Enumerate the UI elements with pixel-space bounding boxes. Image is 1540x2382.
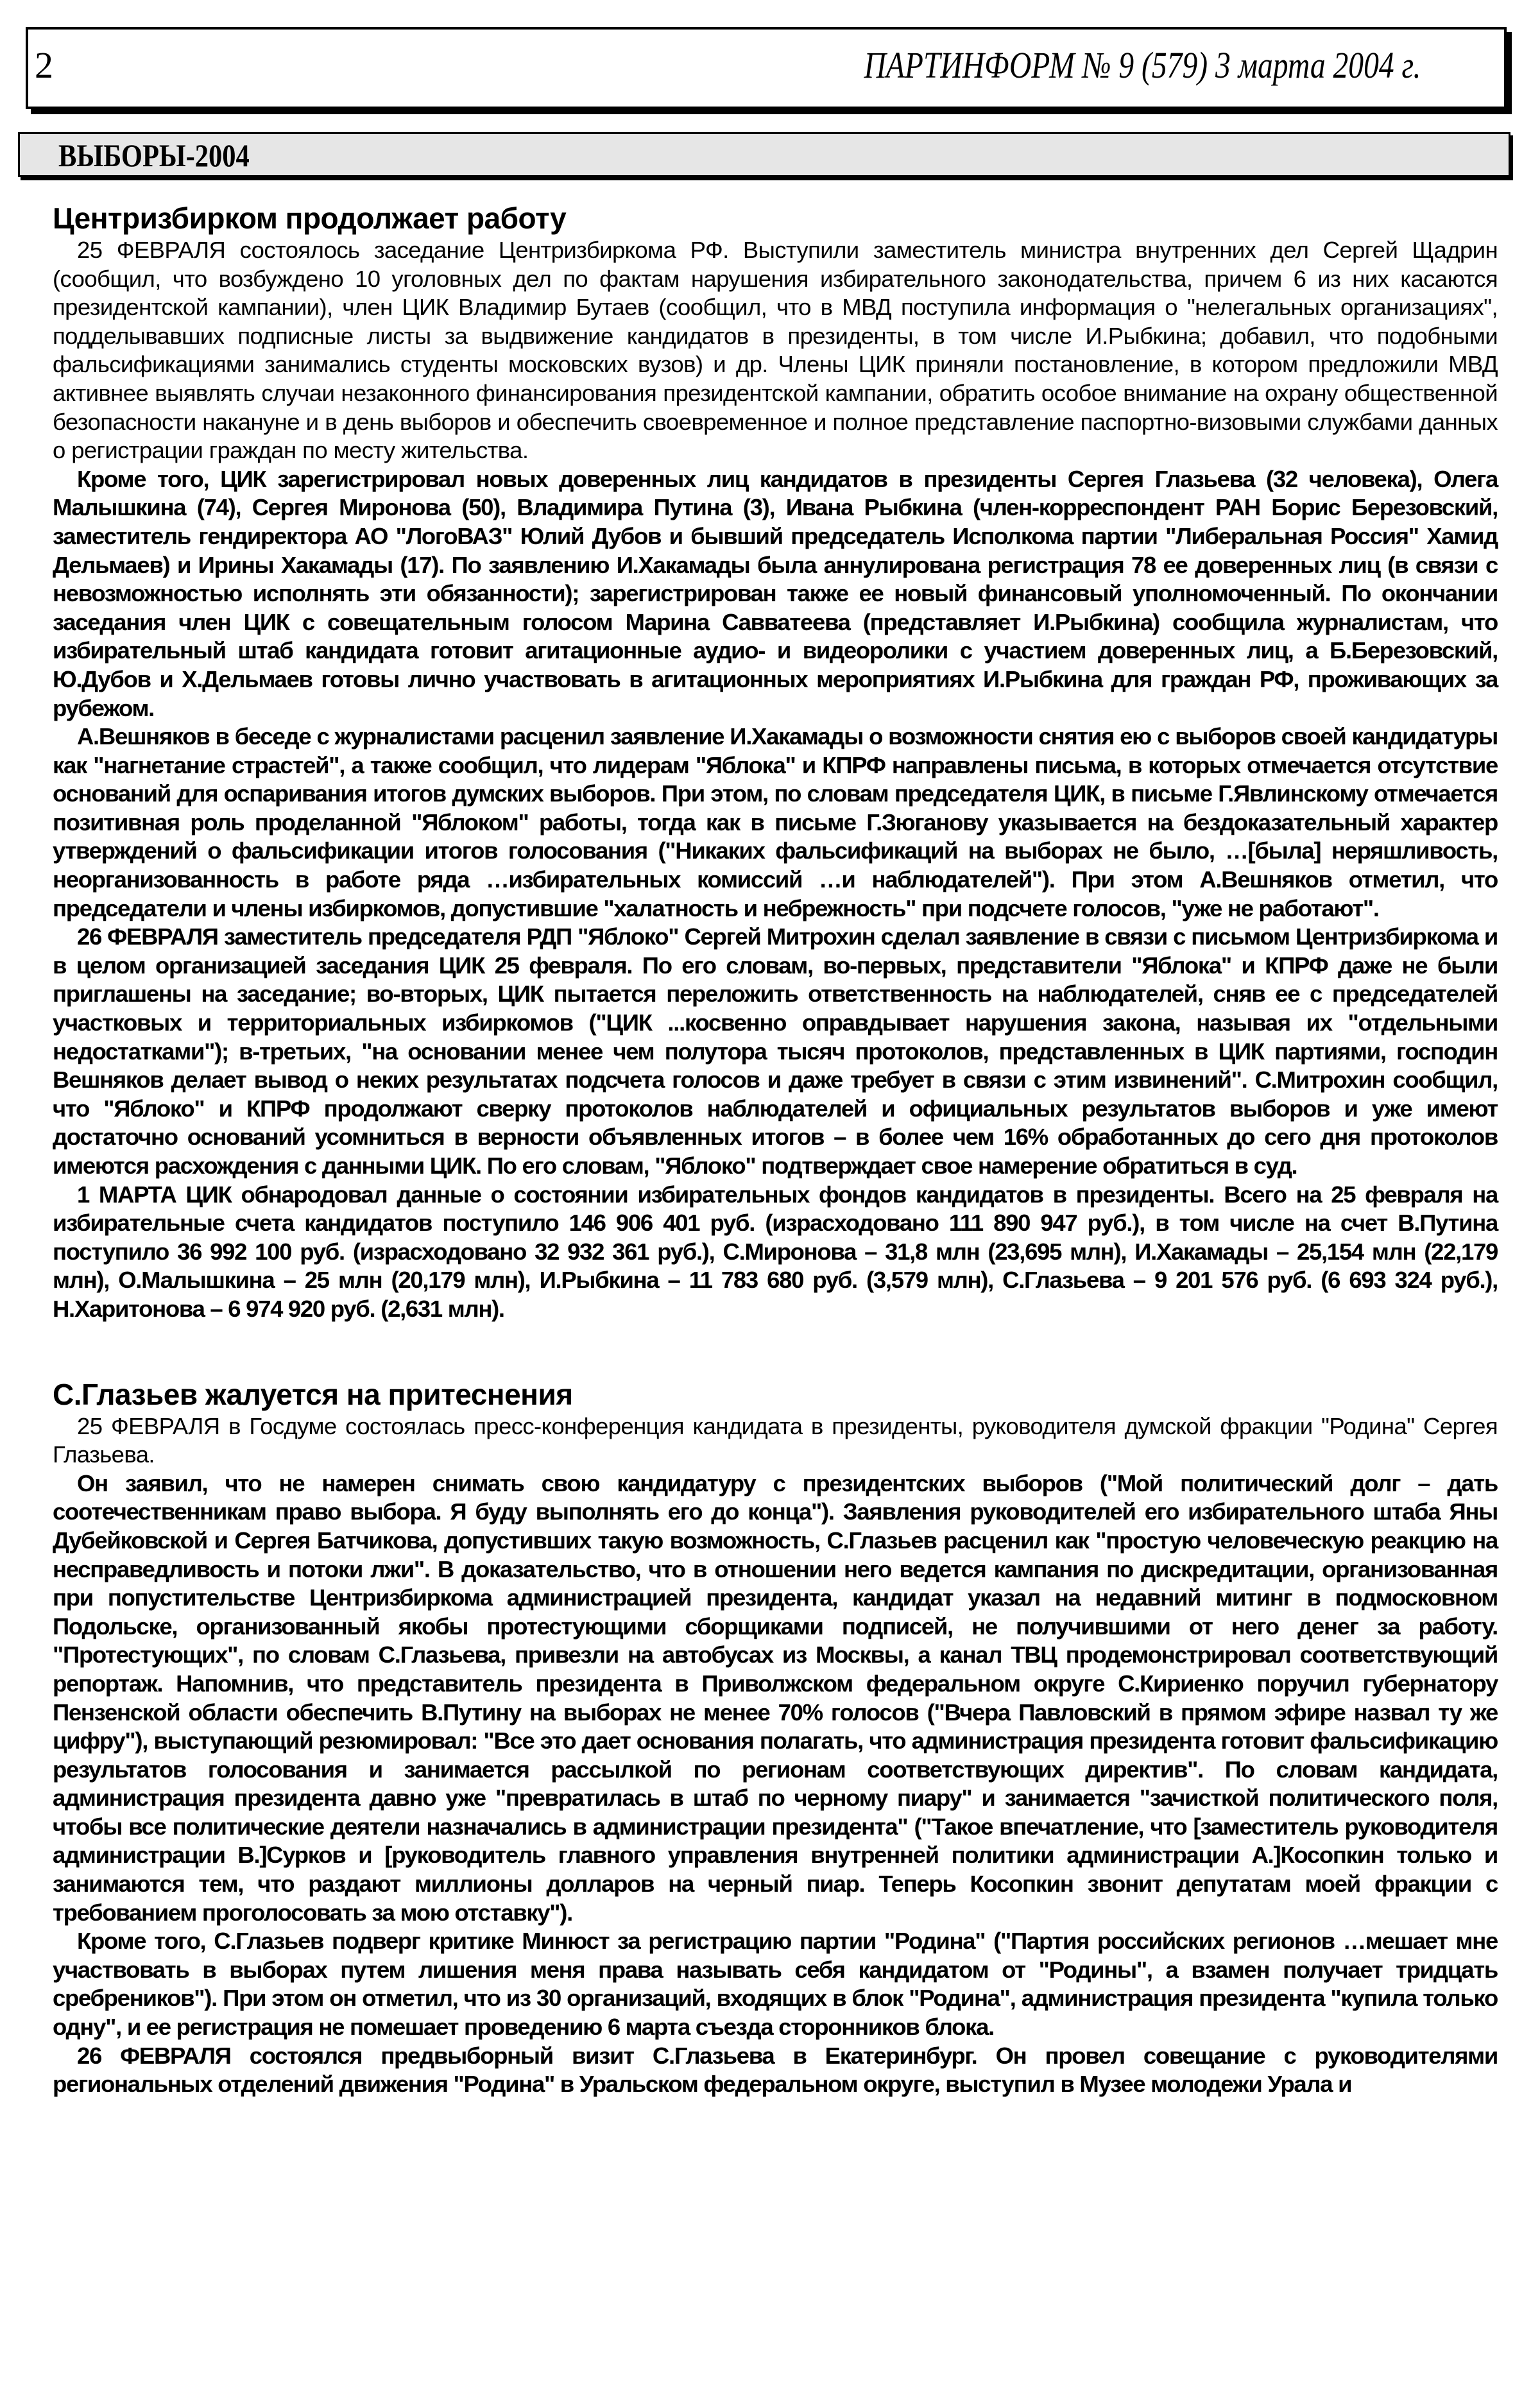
paragraph: Кроме того, ЦИК зарегистрировал новых доверенных лиц кандидатов в президенты Сергея Глазьева (32 человека), Олега Малышкина (74), Сергея Миронова (50), Владимира Путина (3), Ивана Рыбкина (член-корреспондент РАН Борис Березовский, заместитель гендиректора АО "ЛогоВАЗ" Юлий Дубов и бывший председатель Исполкома партии "Либеральная Россия" Хамид Дельмаев) и Ирины Хакамады (17). По заявлению И.Хакамады была аннулирована регистрация 78 ее доверенных лиц (в связи с невозможностью исполнять эти обязанности); зарегистрирован также ее новый финансовый уполномоченный. По окончании заседания член ЦИК с совещательным голосом Марина Савватеева (представляет И.Рыбкина) сообщила журналистам, что избирательный штаб кандидата готовит агитационные аудио- и видеоролики с участием доверенных лиц, а Б.Березовский, Ю.Дубов и Х.Дельмаев готовы лично участвовать в агитационных мероприятиях И.Рыбкина для граждан РФ, проживающих за рубежом.: [53, 465, 1498, 721]
article-cec: [53, 200, 1498, 1324]
section-rubric: [18, 132, 1510, 177]
paragraph: Кроме того, С.Глазьев подверг критике Минюст за регистрацию партии "Родина" ("Партия российских регионов …мешает мне участвовать в выборах путем лишения меня права называть себя кандидатом от "Родины", а взамен получает тридцать сребреников"). При этом он отметил, что из 30 организаций, входящих в блок "Родина", администрация президента "купила только одну", и ее регистрация не помешает проведению 6 марта съезда сторонников блока.: [53, 1928, 1498, 2041]
article-title: Центризбирком продолжает работу: [53, 201, 567, 235]
paragraph: 26 ФЕВРАЛЯ состоялся предвыборный визит С.Глазьева в Екатеринбург. Он провел совещание с руководителями региональных отделений движения "Родина" в Уральском федеральном округе, выступил в Музее молодежи Урала и: [53, 2042, 1498, 2098]
rubric-label: ВЫБОРЫ-2004: [58, 137, 250, 173]
article-body: [53, 200, 1498, 2099]
paragraph: Он заявил, что не намерен снимать свою кандидатуру с президентских выборов ("Мой политический долг – дать соотечественникам право выбора. Я буду выполнять его до конца"). Заявления руководителей его избирательного штаба Яны Дубейковской и Сергея Батчикова, допустивших такую возможность, С.Глазьев расценил как "простую человеческую реакцию на несправедливость и потоки лжи". В доказательство, что в отношении него ведется кампания по дискредитации, организованная при попустительстве Центризбиркома администрацией президента, кандидат указал на недавний митинг в подмосковном Подольске, организованный якобы протестующими сборщиками подписей, не получившими от него денег за работу. "Протестующих", по словам С.Глазьева, привезли на автобусах из Москвы, а канал ТВЦ продемонстрировал соответствующий репортаж. Напомнив, что представитель президента в Приволжском федеральном округе С.Кириенко поручил губернатору Пензенской области обеспечить В.Путину на выборах не менее 70% голосов ("Вчера Павловский в прямом эфире назвал ту же цифру"), выступающий резюмировал: "Все это дает основания полагать, что администрация президента готовит фальсификацию результатов голосования и занимается рассылкой по регионам соответствующих директив". По словам кандидата, администрация президента давно уже "превратилась в штаб по черному пиару" и занимается "зачисткой политического поля, чтобы все политические деятели назначались в администрации президента" ("Такое впечатление, что [заместитель руководителя администрации В.]Сурков и [руководитель главного управления внутренней политики администрации А.]Косопкин только и занимаются тем, что раздают миллионы долларов на черный пиар. Теперь Косопкин звонит депутатам моей фракции с требованием проголосовать за мою отставку").: [53, 1469, 1498, 1926]
paragraph: 25 ФЕВРАЛЯ состоялось заседание Центризбиркома РФ. Выступили заместитель министра внутренних дел Сергей Щадрин (сообщил, что возбуждено 10 уголовных дел по фактам нарушения избирательного законодательства, причем 6 из них касаются президентской кампании), член ЦИК Владимир Бутаев (сообщил, что в МВД поступила информация о "нелегальных организациях", подделывавших подписные листы за выдвижение кандидатов в президенты, в том числе И.Рыбкина; добавил, что подобными фальсификациями занимались студенты московских вузов) и др. Члены ЦИК приняли постановление, в котором предложили МВД активнее выявлять случаи незаконного финансирования президентской кампании, обратить особое внимание на охрану общественной безопасности накануне и в день выборов и обеспечить своевременное и полное представление паспортно-визовыми службами данных о регистрации граждан по месту жительства.: [53, 237, 1498, 464]
article-glazyev: [53, 1376, 1498, 2099]
page-number: 2: [35, 44, 53, 86]
article-title: С.Глазьев жалуется на притеснения: [53, 1377, 573, 1411]
paragraph: 25 ФЕВРАЛЯ в Госдуме состоялась пресс-конференция кандидата в президенты, руководителя думской фракции "Родина" Сергея Глазьева.: [53, 1412, 1498, 1468]
paragraph: 26 ФЕВРАЛЯ заместитель председателя РДП "Яблоко" Сергей Митрохин сделал заявление в связи с письмом Центризбиркома и в целом организацией заседания ЦИК 25 февраля. По его словам, во-первых, представители "Яблока" и КПРФ даже не были приглашены на заседание; во-вторых, ЦИК пытается переложить ответственность на наблюдателей, сняв ее с председателей участковых и территориальных избиркомов ("ЦИК ...косвенно оправдывает нарушения закона, называя их "отдельными недостатками"); в-третьих, "на основании менее чем полутора тысяч протоколов, представленных в ЦИК партиями, господин Вешняков делает вывод о неких результатах подсчета голосов и даже требует в связи с этим извинений". С.Митрохин сообщил, что "Яблоко" и КПРФ продолжают сверку протоколов наблюдателей и официальных результатов выборов и уже имеют достаточно оснований усомниться в верности объявленных итогов – в более чем 16% обработанных до сего дня протоколов имеются расхождения с данными ЦИК. По его словам, "Яблоко" подтверждает свое намерение обратиться в суд.: [53, 923, 1498, 1179]
paragraph: А.Вешняков в беседе с журналистами расценил заявление И.Хакамады о возможности снятия ею с выборов своей кандидатуры как "нагнетание страстей", а также сообщил, что лидерам "Яблока" и КПРФ направлены письма, в которых отмечается отсутствие оснований для оспаривания итогов думских выборов. При этом, по словам председателя ЦИК, в письме Г.Явлинскому отмечается позитивная роль проделанной "Яблоком" работы, тогда как в письме Г.Зюганову указывается на бездоказательный характер утверждений о фальсификации итогов голосования ("Никаких фальсификаций на выборах не было, …[была] неряшливость, неорганизованность в работе ряда …избирательных комиссий …и наблюдателей"). При этом А.Вешняков отметил, что председатели и члены избиркомов, допустившие "халатность и небрежность" при подсчете голосов, "уже не работают".: [53, 723, 1498, 921]
paragraph: 1 МАРТА ЦИК обнародовал данные о состоянии избирательных фондов кандидатов в президенты. Всего на 25 февраля на избирательные счета кандидатов поступило 146 906 401 руб. (израсходовано 111 890 947 руб.), в том числе на счет В.Путина поступило 36 992 100 руб. (израсходовано 32 932 361 руб.), С.Миронова – 31,8 млн (23,695 млн), И.Хакамады – 25,154 млн (22,179 млн), О.Малышкина – 25 млн (20,179 млн), И.Рыбкина – 11 783 680 руб. (3,579 млн), С.Глазьева – 9 201 576 руб. (6 693 324 руб.), Н.Харитонова – 6 974 920 руб. (2,631 млн).: [53, 1181, 1498, 1322]
publication-title: ПАРТИНФОРМ № 9 (579) 3 марта 2004 г.: [864, 44, 1421, 86]
page-header: [26, 27, 1507, 109]
